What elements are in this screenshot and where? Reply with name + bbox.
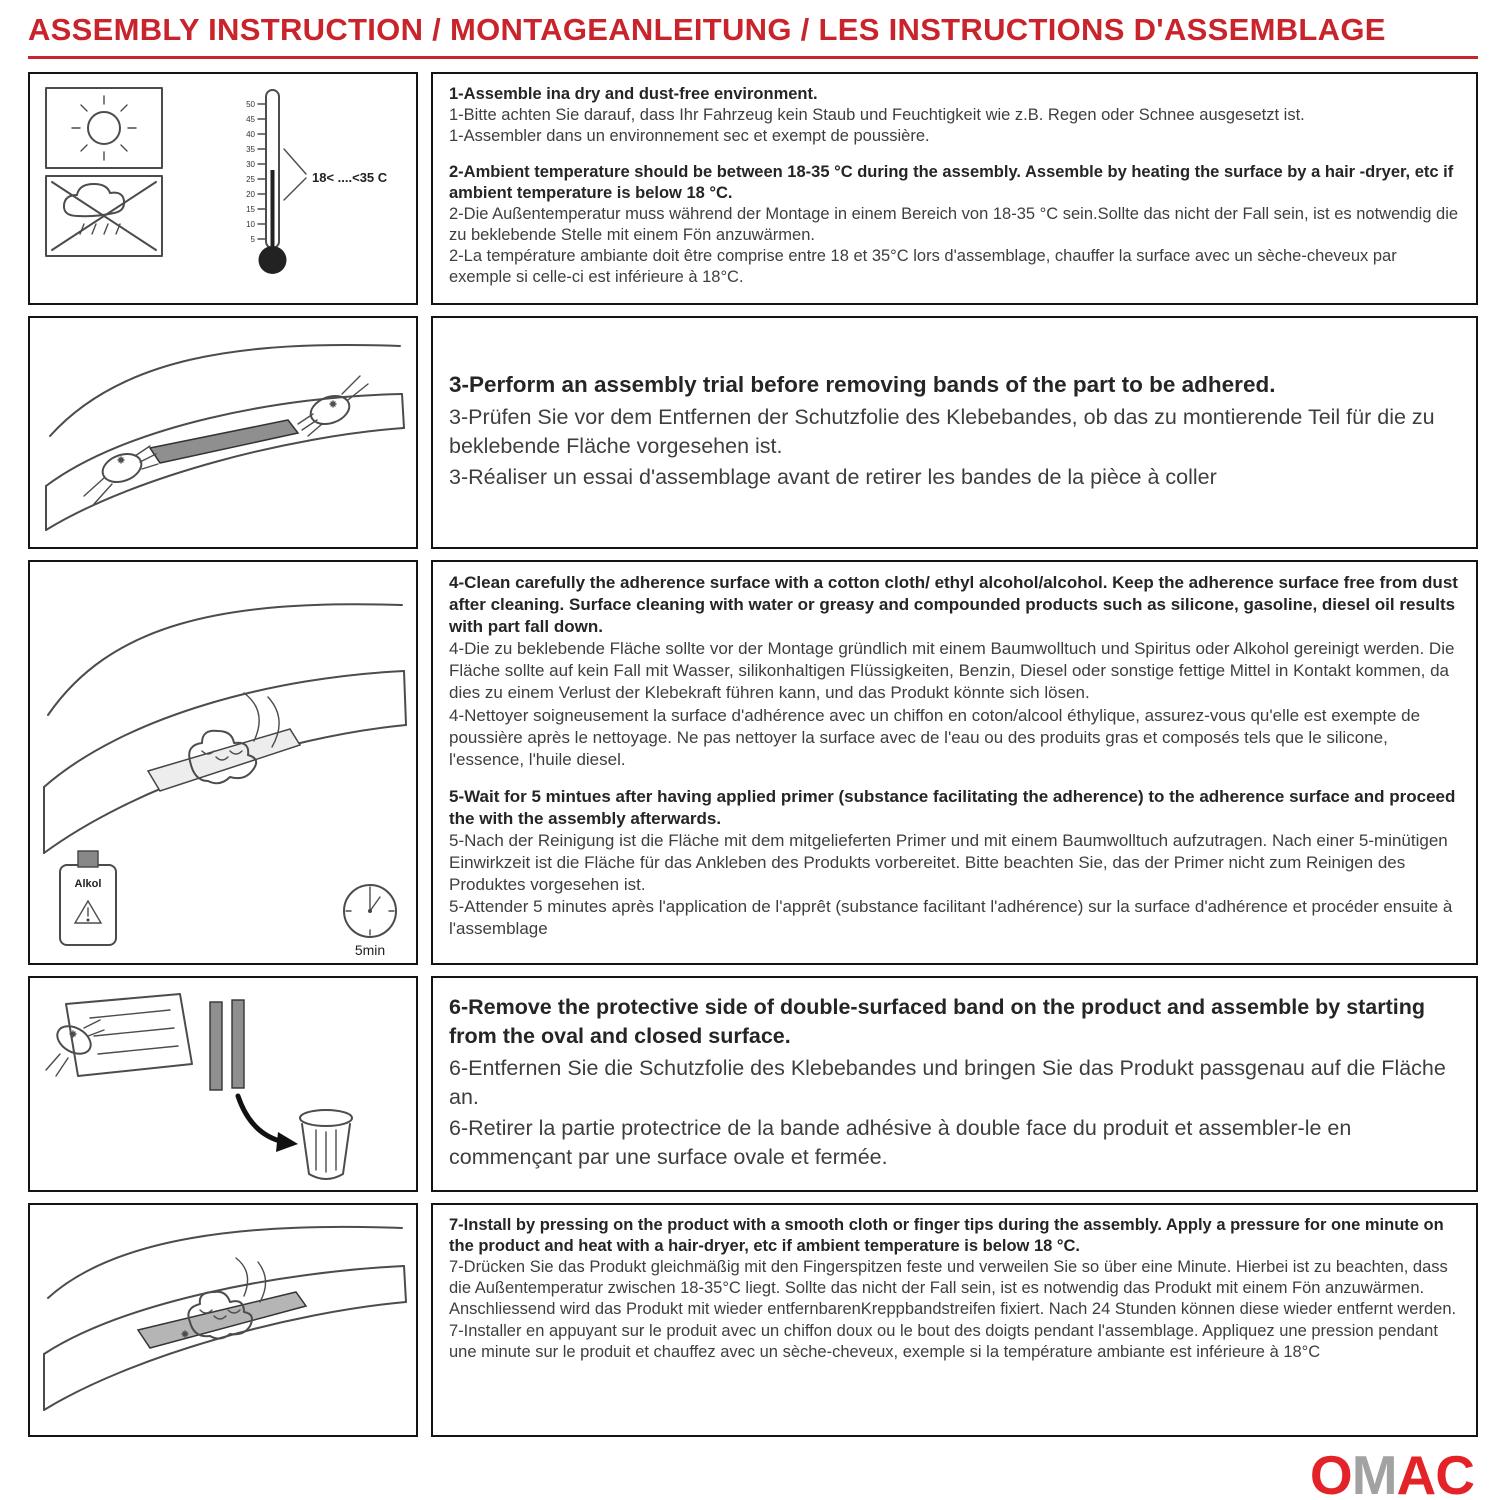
star-mark (330, 401, 336, 407)
trim-strip (150, 420, 298, 463)
illustration-box-press (28, 1203, 418, 1437)
door-sill-drawing (44, 604, 406, 853)
section-clean-primer (28, 560, 1478, 965)
omac-logo (28, 1444, 1478, 1500)
thermo-tick: 45 (246, 115, 255, 124)
trash-can-icon (300, 1110, 352, 1179)
instruction-4-de: 4-Die zu beklebende Fläche sollte vor der Montage gründlich mit einem Baumwolltuch und Spiritus oder Alkohol gereinigt werden. Die Fläche sollte auf kein Fall mit Wasser, silikonhaltigen Flüssigkeiten, Benzin, Diesel oder sonstige fettige Mittel in Kontakt kommen, da dies zu einem Verlust der Klebekraft führen kann, und das Produkt könnte sich lösen. (449, 639, 1455, 703)
pressing-illustration (30, 1206, 416, 1435)
protective-strips (210, 1000, 244, 1090)
logo-letter-c: C (1435, 1444, 1474, 1500)
left-hand (84, 446, 158, 504)
page-title: ASSEMBLY INSTRUCTION / MONTAGEANLEITUNG / LES INSTRUCTIONS D'ASSEMBLAGE (28, 12, 1478, 59)
instruction-1-en: 1-Assemble ina dry and dust-free environment. (449, 85, 818, 103)
instruction-2-de: 2-Die Außentemperatur muss während der Montage in einem Bereich von 18-35 °C sein.Sollte das nicht der Fall sein, ist es notwendig die zu beklebende Stelle mit einem Fön anzuwärmen. (449, 204, 1459, 244)
clock-icon (344, 885, 396, 958)
star-mark (70, 1031, 76, 1037)
illustration-box-trial (28, 316, 418, 549)
illustration-box-cleaning (28, 560, 418, 965)
no-rain-icon (46, 176, 162, 256)
logo-letter-o: O (1309, 1444, 1352, 1500)
thermo-tick: 35 (246, 145, 255, 154)
sun-icon (46, 88, 162, 168)
holding-hand (46, 1020, 104, 1076)
thermo-tick: 30 (246, 160, 255, 169)
text-box-trial (431, 316, 1478, 549)
thermo-tick: 50 (246, 100, 255, 109)
door-sill-drawing (46, 345, 404, 530)
section-assembly-trial (28, 316, 1478, 549)
star-mark (118, 457, 124, 463)
text-box-environment (431, 72, 1478, 305)
instruction-6-en: 6-Remove the protective side of double-surfaced band on the product and assemble by starting from the oval and closed surface. (449, 995, 1426, 1048)
instruction-3-de: 3-Prüfen Sie vor dem Entfernen der Schutzfolie des Klebebandes, ob das zu montierende Teil für die zu beklebende Fläche vorgesehen ist. (449, 404, 1435, 458)
thermo-tick: 25 (246, 175, 255, 184)
product-sheet (66, 994, 192, 1076)
cleaning-illustration (30, 565, 416, 961)
instruction-7-en: 7-Install by pressing on the product with a smooth cloth or finger tips during the assembly. Apply a pressure for one minute on the product and heat with a hair-dryer, etc if ambient temperature is below 18 °C. (449, 1216, 1444, 1256)
assembly-trial-illustration (30, 318, 416, 547)
section-environment-temperature (28, 72, 1478, 305)
instruction-5-fr: 5-Attender 5 minutes après l'application de l'apprêt (substance facilitant l'adhérence) sur la surface d'adhérence et procéder ensuite à l'assemblage (449, 897, 1453, 939)
thermo-tick: 40 (246, 130, 255, 139)
instruction-6-de: 6-Entfernen Sie die Schutzfolie des Klebebandes und bringen Sie das Produkt passgenau auf die Fläche an. (449, 1055, 1446, 1109)
right-hand (298, 376, 368, 436)
instruction-7-fr: 7-Installer en appuyant sur le produit avec un chiffon doux ou le bout des doigts pendant l'assemblage. Appliquez une pression pendant une minute sur le produit et chauffez avec un sèche-cheveux, exemple si la température ambiante est inférieure à 18°C (449, 1321, 1438, 1361)
instruction-2-fr: 2-La température ambiante doit être comprise entre 18 et 35°C lors d'assemblage, chauffer la surface avec un sèche-cheveux par exemple si celle-ci est inférieure à 18°C. (449, 246, 1397, 286)
clock-label: 5min (354, 941, 386, 958)
environment-illustration (30, 74, 416, 303)
logo-letter-m: M (1351, 1444, 1397, 1500)
illustration-box-band (28, 976, 418, 1192)
instruction-4-fr: 4-Nettoyer soigneusement la surface d'adhérence avec un chiffon en coton/alcool éthylique, assurez-vous qu'elle est exempte de poussière après le nettoyage. Ne pas nettoyer la surface avec de l'eau ou des produits gras et composés tels que le silicone, l'essence, l'huile diesel. (449, 705, 1421, 769)
door-sill-drawing (44, 1226, 406, 1409)
thermo-tick: 15 (246, 205, 255, 214)
star-mark (182, 1331, 188, 1337)
section-press-heat (28, 1203, 1478, 1437)
section-remove-band (28, 976, 1478, 1192)
instruction-4-en: 4-Clean carefully the adherence surface with a cotton cloth/ ethyl alcohol/alcohol. Keep the adherence surface free from dust after cleaning. Surface cleaning with water or greasy and compounded products such as silicone, gasoline, diesel oil results with part fall down. (449, 573, 1458, 637)
instruction-2-en: 2-Ambient temperature should be between 18-35 °C during the assembly. Assemble by heating the surface by a hair -dryer, etc if ambient temperature is below 18 °C. (449, 162, 1454, 202)
instruction-3-en: 3-Perform an assembly trial before removing bands of the part to be adhered. (449, 371, 1276, 397)
text-box-press (431, 1203, 1478, 1437)
instruction-5-de: 5-Nach der Reinigung ist die Fläche mit dem mitgelieferten Primer und mit einem Baumwolltuch aufzutragen. Nach einer 5-minütigen Einwirkzeit ist die Fläche für das Ankleben des Produkts vorbereitet. Bitte beachten Sie, das der Primer nicht zum Reinigen des Produktes vorgesehen ist. (449, 831, 1448, 895)
instruction-1-fr: 1-Assembler dans un environnement sec et exempt de poussière. (449, 126, 930, 145)
logo-letter-a: A (1396, 1444, 1436, 1500)
instruction-3-fr: 3-Réaliser un essai d'assemblage avant de retirer les bandes de la pièce à coller (449, 465, 1217, 490)
instruction-6-fr: 6-Retirer la partie protectrice de la bande adhésive à double face du produit et assembler-le en commençant par une surface ovale et fermée. (449, 1116, 1352, 1170)
thermo-tick: 20 (246, 190, 255, 199)
thermo-tick: 10 (246, 220, 255, 229)
trim-strip (138, 1292, 306, 1348)
thermo-tick: 5 (250, 235, 255, 244)
thermometer-icon (246, 90, 388, 274)
alcohol-bottle-icon (60, 851, 116, 945)
band-removal-illustration (30, 978, 416, 1190)
instruction-7-de: 7-Drücken Sie das Produkt gleichmäßig mit den Fingerspitzen feste und verweilen Sie so über eine Minute. Hierbei ist zu beachten, dass die Außentemperatur zwischen 18-35°C liegt. Sollte das nicht der Fall sein, ist es notwendig das Produkt mit einem Fön anzuwärmen. Anschliessend wird das Produkt mit wieder entfernbarenKreppbandstreifen fixiert. Nach 24 Stunden können diese wieder entfernt werden. (449, 1258, 1457, 1319)
instruction-1-de: 1-Bitte achten Sie darauf, dass Ihr Fahrzeug kein Staub und Feuchtigkeit wie z.B. Regen oder Schnee ausgesetzt ist. (449, 105, 1305, 124)
text-box-band (431, 976, 1478, 1192)
arrow-to-trash (238, 1096, 298, 1152)
temperature-range-label: 18< ....<35 C (312, 170, 388, 185)
text-box-cleaning (431, 560, 1478, 965)
illustration-box-environment (28, 72, 418, 305)
instruction-5-en: 5-Wait for 5 mintues after having applied primer (substance facilitating the adherence) to the adherence surface and proceed the with the assembly afterwards. (449, 786, 1456, 828)
bottle-label: Alkol (74, 877, 102, 890)
